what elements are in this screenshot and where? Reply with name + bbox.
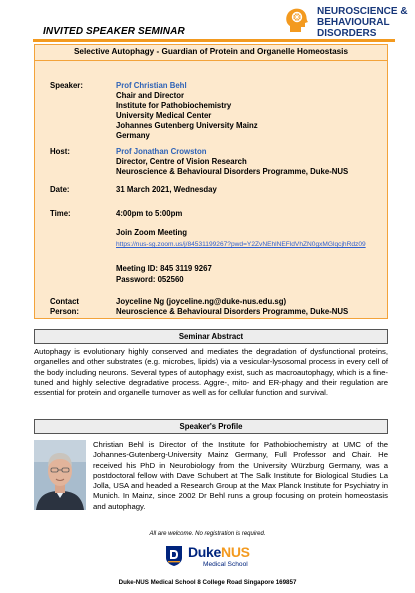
duke-shield-icon [165,545,183,567]
brand-duke: Duke [188,544,222,560]
contact-label-line-1: Contact [50,297,80,306]
meeting-password: Password: 052560 [116,275,184,284]
programme-logo-text [317,6,408,39]
time-label: Time: [50,209,71,218]
speaker-details [116,81,386,141]
host-line-1: Director, Centre of Vision Research [116,157,247,166]
profile-text: Christian Behl is Director of the Institute for Pathobiochemistry at UMC of the Johannes-Gutenberg-University Mainz Germany, Full Professor and Chair. He received his PhD in Neurobiology from the University Würzburg Germany, was a postdoctoral fellow with Dave Schubert at The Salk Institute for Biological Studies La Jolla, USA and headed a Research Group at the Max Planck Institute for Psychiatry in Munich. In Mainz, since 2002 Dr Behl runs a group focusing on protein homeostasis and autophagy. [93,440,388,511]
logo-line-2: BEHAVIOURAL [317,17,390,28]
seminar-type-title: INVITED SPEAKER SEMINAR [43,26,185,37]
host-label: Host: [50,147,70,156]
host-name: Prof Jonathan Crowston [116,147,207,156]
speaker-portrait-image [34,440,86,510]
header-divider [33,39,395,42]
zoom-meeting-link[interactable]: https://nus-sg.zoom.us/j/84531199267?pwd=Y2ZvNEhlNEFldVhZN0gxMGlqcjhRdz09 [116,241,366,248]
host-line-2: Neuroscience & Behavioural Disorders Programme, Duke-NUS [116,167,349,176]
speaker-name: Prof Christian Behl [116,81,187,90]
speaker-line-1: Chair and Director [116,91,185,100]
meeting-id: Meeting ID: 845 3119 9267 [116,264,212,273]
footer-address: Duke-NUS Medical School 8 College Road Singapore 169857 [118,579,297,586]
zoom-link-wrap [116,239,386,250]
date-value: 31 March 2021, Wednesday [116,185,217,194]
talk-title: Selective Autophagy - Guardian of Protein and Organelle Homeostasis [34,44,388,61]
contact-label-line-2: Person: [50,307,80,316]
date-label: Date: [50,185,70,194]
speaker-line-2: Institute for Pathobiochemistry [116,101,232,110]
logo-line-3: DISORDERS [317,28,377,39]
duke-nus-logo-text [188,544,250,560]
abstract-text: Autophagy is evolutionary highly conserved and mediates the degradation of dysfunctional proteins, organelles and other substrates (e.g. microbes, lipids) via a vesicular-lysosomal process in every cell of the body including neurons. Several types of autophagy exist, such as macroautophagy, which is a fine-tuned and highly selective degradative process. Aggre-, mito- and ER-phagy and their regulation are essential for protein and organelle turnover as well as for cellular function and survival. [34,347,388,398]
speaker-line-5: Germany [116,131,150,140]
speaker-line-3: University Medical Center [116,111,212,120]
profile-heading: Speaker's Profile [34,419,388,434]
host-details [116,147,386,177]
time-value: 4:00pm to 5:00pm [116,209,183,218]
speaker-label: Speaker: [50,81,83,90]
contact-line-1: Joyceline Ng (joyceline.ng@duke-nus.edu.sg) [116,297,287,306]
speaker-line-4: Johannes Gutenberg University Mainz [116,121,258,130]
contact-label [50,297,79,317]
speaker-photo [34,440,86,510]
head-profile-icon [282,6,310,34]
zoom-heading: Join Zoom Meeting [116,228,188,237]
brand-subtitle: Medical School [203,561,248,568]
brand-nus: NUS [221,544,250,560]
registration-note: All are welcome. No registration is required. [149,531,266,537]
contact-line-2: Neuroscience & Behavioural Disorders Programme, Duke-NUS [116,307,349,316]
contact-details [116,297,386,317]
abstract-heading: Seminar Abstract [34,329,388,344]
logo-line-1: NEUROSCIENCE & [317,6,408,17]
